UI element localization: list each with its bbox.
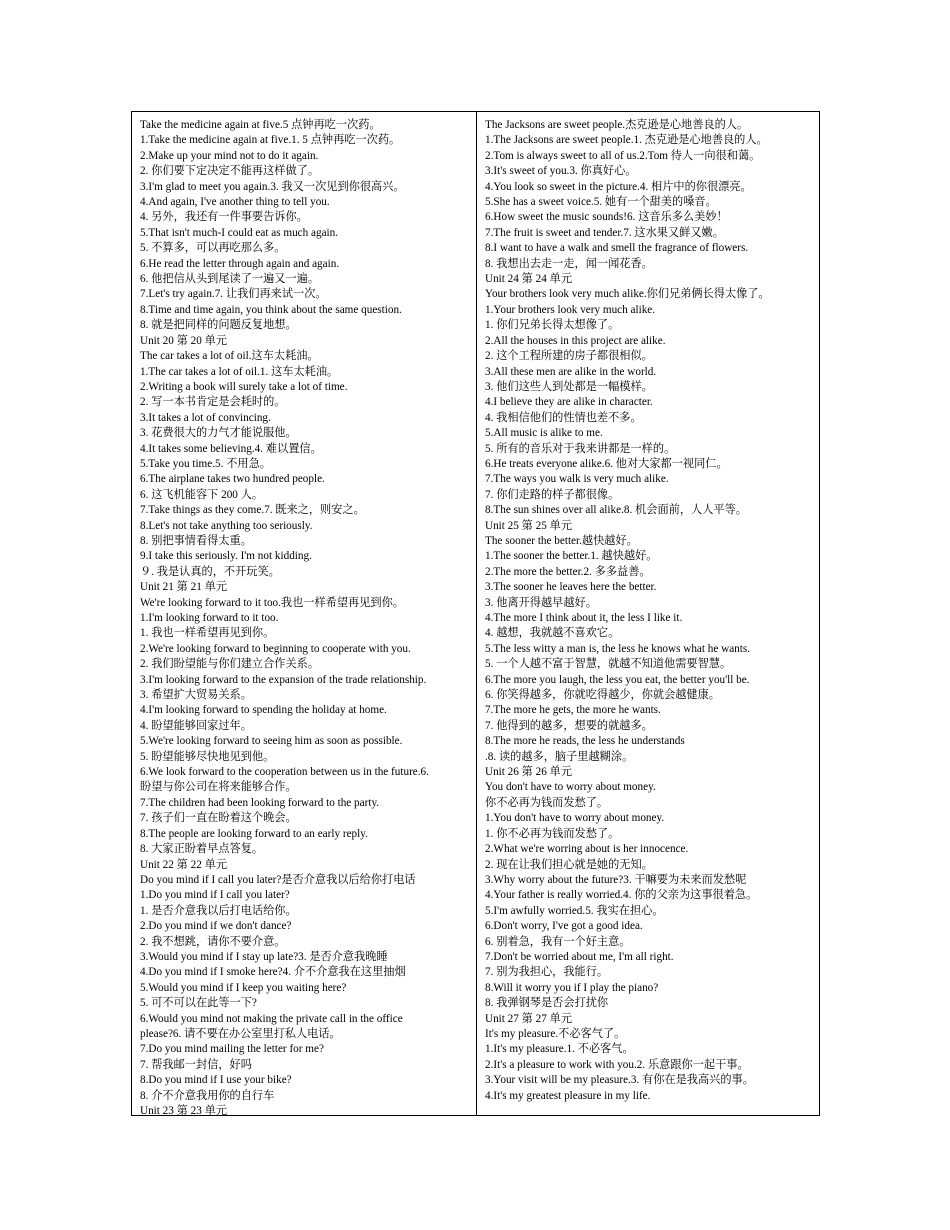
text-line: 5.Would you mind if I keep you waiting here? xyxy=(140,981,347,994)
text-line: 5.I'm awfully worried.5. 我实在担心。 xyxy=(485,904,664,917)
text-line: 3.Your visit will be my pleasure.3. 有你在是我高兴的事。 xyxy=(485,1074,754,1087)
text-line: 7. 别为我担心，我能行。 xyxy=(485,966,609,979)
text-line: Your brothers look very much alike.你们兄弟俩长得太像了。 xyxy=(485,288,770,301)
text-line: 7. 孩子们一直在盼着这个晚会。 xyxy=(140,812,297,825)
text-line: Take the medicine again at five.5 点钟再吃一次药。 xyxy=(140,119,381,131)
text-line: 3.It's sweet of you.3. 你真好心。 xyxy=(485,165,637,178)
text-line: 6.We look forward to the cooperation between us in the future.6. xyxy=(140,766,429,779)
text-line: 8.Do you mind if I use your bike? xyxy=(140,1074,292,1087)
text-line: 7.Don't be worried about me, I'm all right. xyxy=(485,950,674,963)
text-line: 5.We're looking forward to seeing him as soon as possible. xyxy=(140,735,403,748)
text-line: 2.Tom is always sweet to all of us.2.Tom 待人一向很和蔼。 xyxy=(485,149,761,162)
text-line: 3.I'm glad to meet you again.3. 我又一次见到你很高兴。 xyxy=(140,180,405,193)
text-line: 2.All the houses in this project are alike. xyxy=(485,334,666,347)
text-line: 1. 你们兄弟长得太想像了。 xyxy=(485,319,620,332)
text-line: 2.It's a pleasure to work with you.2. 乐意跟你一起干事。 xyxy=(485,1058,749,1071)
text-line: 4.You look so sweet in the picture.4. 相片中的你很漂亮。 xyxy=(485,180,752,193)
text-line: 7.Do you mind mailing the letter for me? xyxy=(140,1043,324,1056)
document-table xyxy=(131,111,820,1116)
text-line: 1.Take the medicine again at five.1. 5 点钟再吃一次药。 xyxy=(140,134,401,147)
text-line: 4.I believe they are alike in character. xyxy=(485,396,653,409)
text-line: 1. 是否介意我以后打电话给你。 xyxy=(140,904,297,917)
text-line: 4.Your father is really worried.4. 你的父亲为这事很着急。 xyxy=(485,889,758,902)
text-line: 4. 越想，我就越不喜欢它。 xyxy=(485,627,620,640)
text-line: 5. 不算多，可以再吃那么多。 xyxy=(140,242,286,255)
text-line: 5. 所有的音乐对于我来讲都是一样的。 xyxy=(485,442,676,455)
text-line: 2. 你们要下定决定不能再这样做了。 xyxy=(140,165,320,178)
text-line: 1.I'm looking forward to it too. xyxy=(140,612,279,624)
text-line: 6. 这飞机能容下 200 人。 xyxy=(140,488,264,501)
text-line: 3.The sooner he leaves here the better. xyxy=(485,581,657,594)
text-line: 3. 他们这些人到处都是一幅模样。 xyxy=(485,380,653,393)
text-line: 6. 别着急，我有一个好主意。 xyxy=(485,935,631,948)
text-line: .8. 读的越多，脑子里越糊涂。 xyxy=(485,750,634,763)
text-line: 4. 另外，我还有一件事要告诉你。 xyxy=(140,211,308,224)
text-line: Unit 21 第 21 单元 xyxy=(140,581,228,594)
text-line: 8. 介不介意我用你的自行车 xyxy=(140,1089,275,1102)
text-line: 8. 大家正盼着早点答复。 xyxy=(140,843,264,856)
text-line: 7. 帮我邮一封信，好吗 xyxy=(140,1058,252,1071)
text-line: 6.Would you mind not making the private call in the office xyxy=(140,1012,403,1025)
text-line: 7.Take things as they come.7. 既来之，则安之。 xyxy=(140,504,365,517)
text-line: Unit 23 第 23 单元 xyxy=(140,1105,228,1115)
text-line: 8. 我弹钢琴是否会打扰你 xyxy=(485,997,609,1010)
text-line: 8.The sun shines over all alike.8. 机会面前，人人平等。 xyxy=(485,504,747,517)
text-line: 3. 他离开得越早越好。 xyxy=(485,596,597,609)
text-line: 6. 你笑得越多，你就吃得越少，你就会越健康。 xyxy=(485,689,720,702)
text-line: It's my pleasure.不必客气了。 xyxy=(485,1027,626,1040)
text-line: Unit 24 第 24 单元 xyxy=(485,273,573,286)
text-line: 5.The less witty a man is, the less he knows what he wants. xyxy=(485,642,751,655)
text-line: 5. 一个人越不富于智慧，就越不知道他需要智慧。 xyxy=(485,658,732,671)
text-line: 7.The fruit is sweet and tender.7. 这水果又鲜又嫩。 xyxy=(485,226,724,239)
text-line: 1.The Jacksons are sweet people.1. 杰克逊是心地善良的人。 xyxy=(485,134,768,147)
text-line: 7.The more he gets, the more he wants. xyxy=(485,704,661,717)
text-line: The car takes a lot of oil.这车太耗油。 xyxy=(140,350,319,363)
text-line: 4.And again, I've another thing to tell you. xyxy=(140,196,330,209)
text-line: 1.The car takes a lot of oil.1. 这车太耗油。 xyxy=(140,365,339,378)
text-line: 3.Why worry about the future?3. 干嘛要为未来而发愁呢 xyxy=(485,873,747,886)
text-line: The sooner the better.越快越好。 xyxy=(485,534,638,547)
text-line: 5.Take you time.5. 不用急。 xyxy=(140,457,271,470)
text-line: 2.The more the better.2. 多多益善。 xyxy=(485,565,651,578)
text-line: You don't have to worry about money. xyxy=(485,781,656,794)
text-line: 4.I'm looking forward to spending the holiday at home. xyxy=(140,704,387,717)
text-line: 1.The sooner the better.1. 越快越好。 xyxy=(485,550,658,563)
text-line: 8. 就是把同样的问题反复地想。 xyxy=(140,319,297,332)
text-line: 2.Make up your mind not to do it again. xyxy=(140,149,319,162)
text-line: 2. 我们盼望能与你们建立合作关系。 xyxy=(140,658,320,671)
text-line: please?6. 请不要在办公室里打私人电话。 xyxy=(140,1027,341,1040)
text-line: 4.Do you mind if I smoke here?4. 介不介意我在这里抽烟 xyxy=(140,966,406,979)
text-line: 3.It takes a lot of convincing. xyxy=(140,411,271,424)
text-line: 8. 别把事情看得太重。 xyxy=(140,534,252,547)
text-line: Unit 22 第 22 单元 xyxy=(140,858,228,871)
text-line: 6.The more you laugh, the less you eat, the better you'll be. xyxy=(485,673,750,686)
text-line: 3. 希望扩大贸易关系。 xyxy=(140,689,252,702)
text-line: 1.It's my pleasure.1. 不必客气。 xyxy=(485,1043,634,1056)
text-line: 8.I want to have a walk and smell the fragrance of flowers. xyxy=(485,242,749,255)
text-line: 5. 可不可以在此等一下? xyxy=(140,997,257,1010)
text-line: Do you mind if I call you later?是否介意我以后给你打电话 xyxy=(140,873,416,886)
text-line: 1. 你不必再为钱而发愁了。 xyxy=(485,827,620,840)
text-line: 9.I take this seriously. I'm not kidding. xyxy=(140,550,312,563)
text-line: 盼望与你公司在将来能够合作。 xyxy=(140,781,297,794)
text-line: Unit 25 第 25 单元 xyxy=(485,519,573,532)
text-line: 7.The children had been looking forward to the party. xyxy=(140,796,380,809)
text-line: We're looking forward to it too.我也一样希望再见到你。 xyxy=(140,596,404,609)
text-line: 3. 花费很大的力气才能说服他。 xyxy=(140,427,297,440)
text-line: 3.All these men are alike in the world. xyxy=(485,365,657,378)
text-line: 8.The people are looking forward to an early reply. xyxy=(140,827,368,840)
text-line: 1. 我也一样希望再见到你。 xyxy=(140,627,275,640)
text-line: 2. 我不想跳，请你不要介意。 xyxy=(140,935,286,948)
text-line: 8. 我想出去走一走，闻一闻花香。 xyxy=(485,257,653,270)
text-line: 4. 我相信他们的性情也差不多。 xyxy=(485,411,642,424)
text-line: 5. 盼望能够尽快地见到他。 xyxy=(140,750,275,763)
text-line: 7.The ways you walk is very much alike. xyxy=(485,473,669,486)
text-line: 2. 这个工程所建的房子都很相似。 xyxy=(485,350,653,363)
text-line: 6.Don't worry, I've got a good idea. xyxy=(485,920,643,933)
text-line: 8.Let's not take anything too seriously. xyxy=(140,519,313,532)
text-line: 6.How sweet the music sounds!6. 这音乐多么美妙！ xyxy=(485,211,728,224)
text-line: 5.She has a sweet voice.5. 她有一个甜美的嗓音。 xyxy=(485,196,717,209)
text-line: 2.Writing a book will surely take a lot of time. xyxy=(140,380,348,393)
text-line: 6.The airplane takes two hundred people. xyxy=(140,473,325,486)
text-line: 5.All music is alike to me. xyxy=(485,427,603,440)
text-line: 2.Do you mind if we don't dance? xyxy=(140,920,292,933)
text-line: 4.It's my greatest pleasure in my life. xyxy=(485,1089,651,1102)
left-column xyxy=(132,112,477,1115)
text-line: ９. 我是认真的，不开玩笑。 xyxy=(140,565,280,578)
text-line: 1.You don't have to worry about money. xyxy=(485,812,665,825)
text-line: 5.That isn't much-I could eat as much again. xyxy=(140,226,339,239)
text-line: 8.Will it worry you if I play the piano? xyxy=(485,981,659,994)
text-line: Unit 27 第 27 单元 xyxy=(485,1012,573,1025)
text-line: 2.We're looking forward to beginning to cooperate with you. xyxy=(140,642,411,655)
text-line: 2.What we're worring about is her innocence. xyxy=(485,843,689,856)
text-line: 6. 他把信从头到尾读了一遍又一遍。 xyxy=(140,273,320,286)
text-line: 3.I'm looking forward to the expansion of the trade relationship. xyxy=(140,673,427,686)
text-line: 1.Your brothers look very much alike. xyxy=(485,303,656,316)
text-line: 7. 你们走路的样子都很像。 xyxy=(485,488,620,501)
text-line: 6.He read the letter through again and again. xyxy=(140,257,340,270)
text-line: 1.Do you mind if I call you later? xyxy=(140,889,290,902)
text-line: 7. 他得到的越多，想要的就越多。 xyxy=(485,719,653,732)
text-line: 2. 写一本书肯定是会耗时的。 xyxy=(140,396,286,409)
text-line: 你不必再为钱而发愁了。 xyxy=(485,796,609,809)
text-line: 8.Time and time again, you think about the same question. xyxy=(140,303,402,316)
text-line: 8.The more he reads, the less he understands xyxy=(485,735,685,748)
text-line: 4.The more I think about it, the less I like it. xyxy=(485,612,683,624)
text-line: 4.It takes some believing.4. 难以置信。 xyxy=(140,442,322,455)
text-line: 4. 盼望能够回家过年。 xyxy=(140,719,252,732)
text-line: Unit 20 第 20 单元 xyxy=(140,334,228,347)
text-line: The Jacksons are sweet people.杰克逊是心地善良的人。 xyxy=(485,119,749,131)
text-line: 6.He treats everyone alike.6. 他对大家都一视同仁。 xyxy=(485,457,728,470)
text-line: Unit 26 第 26 单元 xyxy=(485,766,573,779)
text-line: 7.Let's try again.7. 让我们再来试一次。 xyxy=(140,288,327,301)
text-line: 2. 现在让我们担心就是她的无知。 xyxy=(485,858,653,871)
right-column xyxy=(477,112,819,1115)
text-line: 3.Would you mind if I stay up late?3. 是否介意我晚睡 xyxy=(140,950,388,963)
